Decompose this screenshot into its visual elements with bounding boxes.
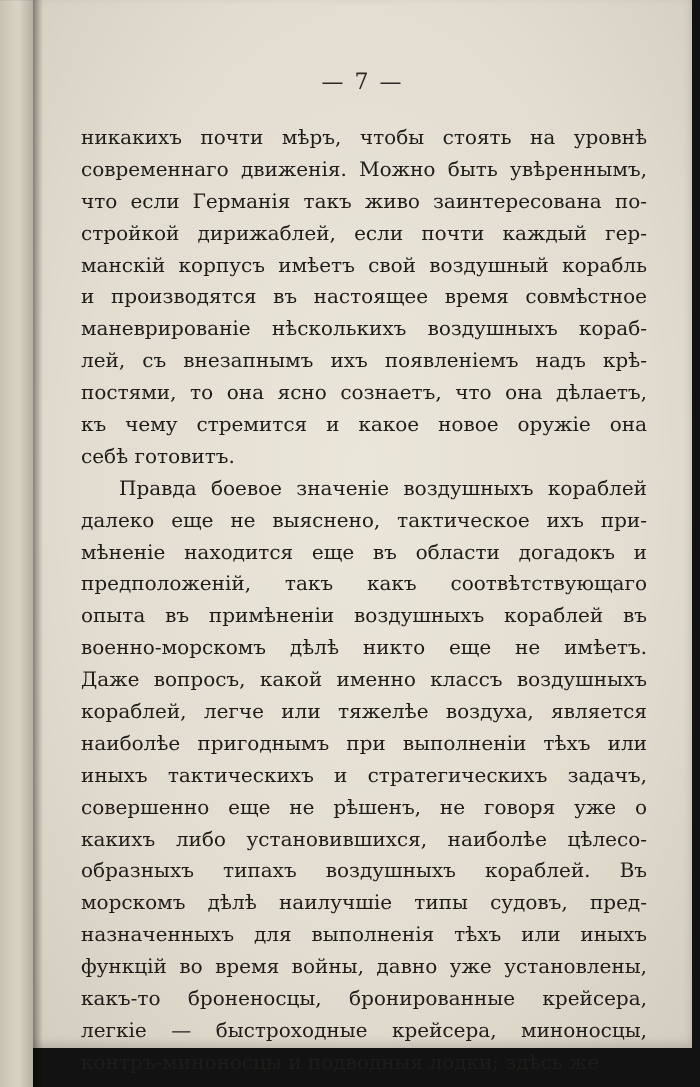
text-line: стройкой дирижаблей, если почти каждый гер- (81, 220, 647, 245)
text-line: совершенно еще не рѣшенъ, не говоря уже о (81, 794, 647, 819)
book-page (33, 0, 692, 1074)
text-line: къ чему стремится и какое новое оружіе она (81, 412, 647, 437)
text-line: маневрированіе нѣсколькихъ воздушныхъ кораб- (81, 316, 647, 341)
text-line: наиболѣе пригоднымъ при выполненіи тѣхъ или (81, 730, 647, 755)
text-line: лей, съ внезапнымъ ихъ появленіемъ надъ крѣ- (81, 348, 647, 373)
text-line: легкіе — быстроходные крейсера, миноносцы, (81, 1017, 647, 1042)
text-line: никакихъ почти мѣръ, чтобы стоять на уровнѣ (81, 125, 647, 149)
text-line: современнаго движенія. Можно быть увѣреннымъ, (81, 156, 647, 181)
text-line: себѣ готовитъ. (81, 443, 235, 468)
left-page-edge (0, 0, 33, 1087)
page-edge-line (0, 0, 33, 1)
text-line: контръ-миноносцы и подводныя лодки; здѣсь же (81, 1049, 600, 1074)
text-line: функцій во время войны, давно уже установлены, (81, 954, 647, 979)
text-line: какихъ либо установившихся, наиболѣе цѣлесо- (81, 826, 647, 851)
body-text (81, 122, 647, 1079)
text-line: предположеній, такъ какъ соотвѣтствующаго (81, 571, 647, 596)
text-line: манскій корпусъ имѣетъ свой воздушный корабль (81, 252, 647, 277)
text-line: какъ-то броненосцы, бронированные крейсера, (81, 986, 647, 1011)
text-line: кораблей, легче или тяжелѣе воздуха, является (81, 699, 647, 724)
spine-shadow (33, 0, 43, 1087)
text-line: опыта въ примѣненіи воздушныхъ кораблей въ (81, 603, 647, 628)
text-line: Правда боевое значеніе воздушныхъ кораблей (119, 475, 647, 500)
text-line: далеко еще не выяснено, тактическое ихъ при- (81, 507, 647, 532)
text-line: и производятся въ настоящее время совмѣстное (81, 284, 647, 309)
text-line: Даже вопросъ, какой именно классъ воздушныхъ (81, 667, 647, 692)
text-line: образныхъ типахъ воздушныхъ кораблей. Въ (81, 858, 647, 883)
text-line: военно-морскомъ дѣлѣ никто еще не имѣетъ. (81, 635, 647, 660)
page-number: — 7 — (321, 70, 404, 95)
text-line: назначенныхъ для выполненія тѣхъ или иныхъ (81, 922, 647, 947)
text-line: постями, то она ясно сознаетъ, что она дѣлаетъ, (81, 380, 647, 405)
text-line: мѣненіе находится еще въ области догадокъ и (81, 539, 647, 564)
text-line: иныхъ тактическихъ и стратегическихъ задачъ, (81, 762, 647, 787)
text-line: что если Германія такъ живо заинтересована по- (81, 188, 647, 213)
text-line: морскомъ дѣлѣ наилучшіе типы судовъ, пред- (81, 890, 647, 915)
